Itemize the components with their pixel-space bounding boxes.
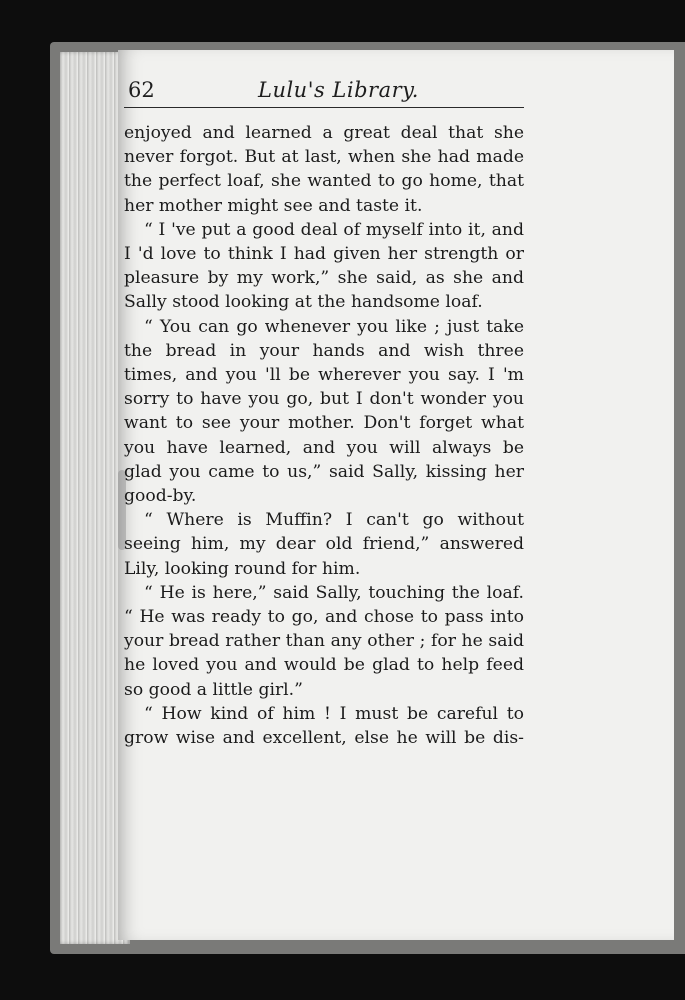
paragraph-1: enjoyed and learned a great deal that she never forgot. But at last, when she had made the perfect loaf, she wanted to go home, that her mother might see and taste it. xyxy=(124,123,524,216)
paragraph-6: “ How kind of him ! I must be careful to grow wise and excellent, else he will be dis- xyxy=(124,703,524,749)
page-header xyxy=(128,70,528,110)
paragraph-2: “ I 've put a good deal of myself into it, and I 'd love to think I had given her strength or pleasure by my work,” she said, as she and Sally stood looking at the handsome loaf. xyxy=(124,219,524,313)
header-rule xyxy=(124,107,524,108)
paragraph-4: “ Where is Muffin? I can't go without seeing him, my dear old friend,” answered Lily, looking round for him. xyxy=(124,510,524,579)
paragraph-5: “ He is here,” said Sally, touching the loaf. “ He was ready to go, and chose to pass into your bread rather than any other ; for he said he loved you and would be glad to help feed so good a little girl.” xyxy=(124,582,524,700)
body-text xyxy=(124,121,524,750)
paragraph-3: “ You can go whenever you like ; just take the bread in your hands and wish three times, and you 'll be wherever you say. I 'm sorry to have you go, but I don't wonder you want to see your mother. Don't forget what you have learned, and you will always be glad you came to us,” said Sally, kissing her good-by. xyxy=(124,316,524,507)
running-title: Lulu's Library. xyxy=(258,78,419,102)
page-number: 62 xyxy=(128,78,155,102)
